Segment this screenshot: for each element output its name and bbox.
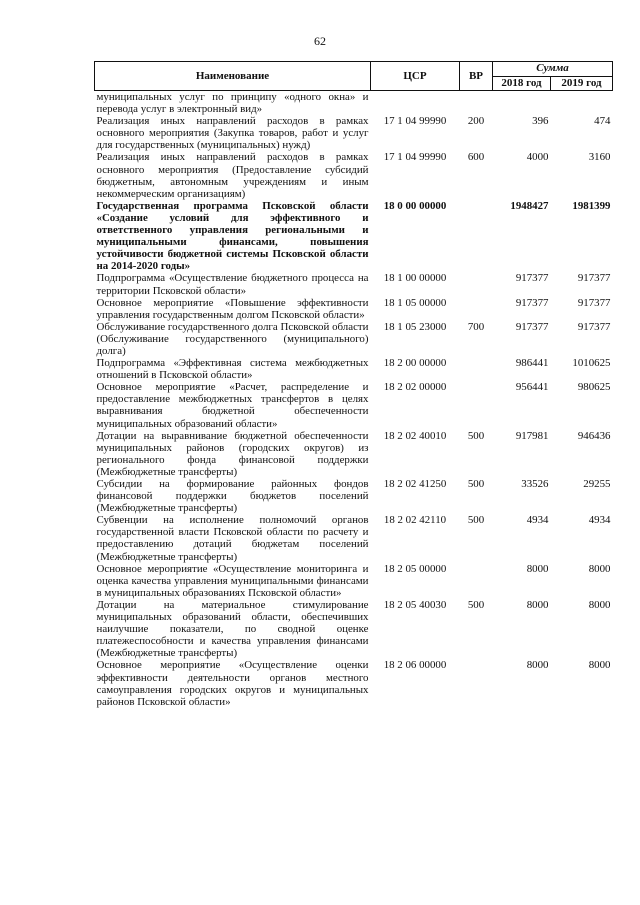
- row-vr: [460, 381, 493, 429]
- row-csr: 17 1 04 99990: [383, 115, 447, 128]
- row-vr: [460, 357, 493, 381]
- row-csr: 18 2 02 40010: [383, 429, 447, 442]
- row-csr: 18 2 05 40030: [383, 598, 447, 611]
- page-number: 62: [314, 34, 326, 48]
- table-row: [95, 659, 613, 707]
- row-name: Реализация иных направлений расходов в рамках основного мероприятия (Закупка товаров, работ и услуг для государственных (муниципальных) нужд): [96, 115, 369, 152]
- row-sum-2019: [551, 91, 613, 116]
- row-vr: 500: [467, 514, 485, 527]
- row-csr: 18 1 05 00000: [383, 296, 447, 309]
- row-name: Дотации на материальное стимулирование муниципальных образований области, обеспечивших наилучшие показатели, по сводной оценке платежеспособности и качества управления финансами (Межбюджетные трансферты): [96, 598, 369, 660]
- table-row: [95, 381, 613, 429]
- header-year-2018: 2018 год: [493, 76, 551, 91]
- row-sum-2019: 980625: [577, 381, 611, 394]
- table-row: [95, 297, 613, 321]
- header-csr: ЦСР: [371, 62, 460, 91]
- row-sum-2018: 33526: [521, 478, 549, 490]
- table-row: [95, 514, 613, 562]
- row-name: Основное мероприятие «Расчет, распределение и предоставление межбюджетных трансфертов в целях выравнивания бюджетной обеспеченности муниципальных образований области»: [96, 381, 369, 430]
- row-name: Государственная программа Псковской области «Создание условий для эффективного и ответственного управления региональными и муниципальными финансами, повышения устойчивости бюджетной системы Псковской области на 2014-2020 годы»: [96, 199, 369, 273]
- row-csr: 18 2 02 42110: [383, 514, 447, 527]
- table-row: [95, 321, 613, 357]
- row-sum-2018: [493, 91, 551, 116]
- row-vr: [460, 659, 493, 707]
- row-name: Субсидии на формирование районных фондов финансовой поддержки бюджетов поселений (Межбюджетные трансферты): [96, 478, 369, 515]
- row-csr: 18 2 05 00000: [383, 562, 447, 575]
- header-vr: ВР: [460, 62, 493, 91]
- row-csr: [371, 91, 460, 116]
- row-sum-2019: 4934: [588, 514, 611, 527]
- row-sum-2018: 396: [532, 115, 549, 128]
- row-sum-2018: 1948427: [510, 199, 549, 212]
- row-name: муниципальных услуг по принципу «одного окна» и перевода услуг в электронный вид»: [96, 91, 369, 116]
- row-vr: [460, 200, 493, 273]
- table-row: [95, 357, 613, 381]
- header-name: Наименование: [95, 62, 371, 91]
- row-name: Дотации на выравнивание бюджетной обеспеченности муниципальных районов (городских округов) из регионального фонда финансовой поддержки (Межбюджетные трансферты): [96, 429, 369, 478]
- table-row: [95, 563, 613, 599]
- table-row: [95, 599, 613, 659]
- row-sum-2018: 986441: [515, 357, 549, 370]
- row-vr: 200: [467, 115, 485, 128]
- header-sum: Сумма: [493, 62, 613, 77]
- row-sum-2018: 917377: [515, 320, 549, 333]
- row-vr: 500: [467, 478, 485, 490]
- row-sum-2019: 3160: [588, 151, 611, 164]
- row-sum-2019: 8000: [588, 562, 611, 575]
- row-vr: 600: [467, 151, 485, 164]
- row-sum-2019: 917377: [577, 296, 611, 309]
- table-header: [95, 62, 613, 91]
- row-sum-2018: 8000: [526, 562, 549, 575]
- row-vr: 500: [467, 429, 485, 442]
- row-sum-2019: 474: [594, 115, 611, 128]
- row-vr: [460, 272, 493, 296]
- row-vr: 700: [467, 320, 485, 333]
- row-name: Обслуживание государственного долга Псковской области (Обслуживание государственного (муниципального) долга): [96, 320, 369, 357]
- row-sum-2019: 29255: [583, 478, 611, 490]
- row-csr: 18 1 05 23000: [383, 320, 447, 333]
- row-sum-2019: 917377: [577, 272, 611, 285]
- row-name: Реализация иных направлений расходов в рамках основного мероприятия (Предоставление субсидий бюджетным, автономным учреждениям и иным некоммерческим организациям): [96, 151, 369, 200]
- row-sum-2018: 917377: [515, 296, 549, 309]
- row-vr: [460, 563, 493, 599]
- row-sum-2018: 4000: [526, 151, 549, 164]
- table-row: [95, 200, 613, 273]
- row-sum-2018: 917981: [515, 429, 549, 442]
- table-body: [95, 91, 613, 708]
- row-sum-2018: 956441: [515, 381, 549, 394]
- row-sum-2019: 8000: [588, 659, 611, 672]
- row-csr: 18 2 02 00000: [383, 381, 447, 394]
- table-row: [95, 478, 613, 514]
- row-csr: 17 1 04 99990: [383, 151, 447, 164]
- row-vr: [460, 91, 493, 116]
- row-sum-2018: 4934: [526, 514, 549, 527]
- row-csr: 18 2 06 00000: [383, 659, 447, 672]
- row-vr: 500: [467, 598, 485, 611]
- row-sum-2019: 917377: [577, 320, 611, 333]
- row-sum-2019: 1010625: [572, 357, 611, 370]
- row-csr: 18 1 00 00000: [383, 272, 447, 285]
- row-sum-2018: 8000: [526, 598, 549, 611]
- row-name: Основное мероприятие «Повышение эффективности управления государственным долгом Псковской области»: [96, 296, 369, 321]
- budget-table: [94, 61, 613, 708]
- table-row: [95, 430, 613, 478]
- row-name: Субвенции на исполнение полномочий органов государственной власти Псковской области по расчету и предоставлению дотаций бюджетам поселений (Межбюджетные трансферты): [96, 514, 369, 563]
- row-name: Подпрограмма «Осуществление бюджетного процесса на территории Псковской области»: [96, 272, 369, 297]
- header-year-2019: 2019 год: [551, 76, 613, 91]
- table-row: [95, 91, 613, 116]
- row-csr: 18 2 00 00000: [383, 357, 447, 370]
- row-sum-2018: 8000: [526, 659, 549, 672]
- row-sum-2019: 1981399: [572, 199, 611, 212]
- row-vr: [460, 297, 493, 321]
- row-sum-2019: 946436: [577, 429, 611, 442]
- row-csr: 18 0 00 00000: [383, 199, 447, 212]
- table-row: [95, 115, 613, 151]
- row-csr: 18 2 02 41250: [383, 478, 447, 490]
- row-name: Подпрограмма «Эффективная система межбюджетных отношений в Псковской области»: [96, 357, 369, 382]
- row-name: Основное мероприятие «Осуществление оценки эффективности деятельности органов местного самоуправления городских округов и муниципальных районов Псковской области»: [96, 659, 369, 708]
- row-sum-2019: 8000: [588, 598, 611, 611]
- table-row: [95, 151, 613, 199]
- table-row: [95, 272, 613, 296]
- row-name: Основное мероприятие «Осуществление мониторинга и оценка качества управления муниципальными финансами в муниципальных образованиях Псковской области»: [96, 562, 369, 599]
- row-sum-2018: 917377: [515, 272, 549, 285]
